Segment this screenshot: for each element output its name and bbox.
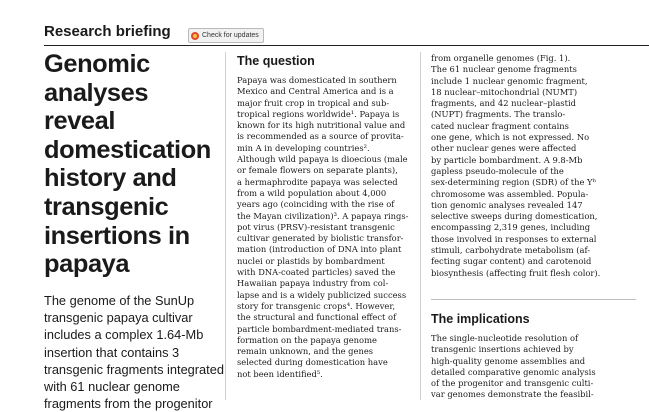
- crossmark-icon: [191, 32, 199, 40]
- question-heading: The question: [237, 54, 315, 68]
- question-line: a hermaphrodite papaya was selected: [237, 176, 398, 187]
- question-line: the structural and functional effect of: [237, 312, 397, 323]
- finding-line: tion genomic analyses revealed 147: [431, 199, 583, 210]
- finding-line: from organelle genomes (Fig. 1).: [431, 53, 571, 63]
- finding-line: chromosome was assembled. Popula-: [431, 188, 589, 199]
- finding-line: gapless pseudo-molecule of the: [431, 165, 564, 176]
- implications-line: The single-nucleotide resolution of: [431, 333, 579, 343]
- finding-line: cated nuclear fragment contains: [431, 120, 569, 131]
- question-line: major fruit crop in tropical and sub-: [237, 97, 390, 108]
- finding-line: stimuli, carbohydrate metabolism (af-: [431, 245, 591, 256]
- check-for-updates-label: Check for updates: [202, 32, 259, 39]
- question-line: remain unknown, and the genes: [237, 346, 374, 357]
- column-divider: [420, 52, 421, 400]
- finding-line: those involved in responses to external: [431, 233, 597, 244]
- implications-line: detailed comparative genomic analysis: [431, 366, 596, 377]
- question-line: Although wild papaya is dioecious (male: [237, 154, 408, 165]
- question-line: from a wild population about 4,000: [237, 187, 387, 198]
- finding-line: biosynthesis (affecting fruit flesh color).: [431, 267, 601, 278]
- finding-line: encompassing 2,319 genes, including: [431, 222, 591, 233]
- implications-section: [431, 312, 611, 401]
- question-line: particle bombardment-mediated trans-: [237, 323, 402, 334]
- finding-section: [431, 53, 611, 279]
- check-for-updates-button[interactable]: [188, 28, 264, 43]
- column-divider: [225, 52, 226, 400]
- finding-line: fragments, and 42 nuclear–plastid: [431, 98, 576, 109]
- implications-heading: The implications: [431, 312, 530, 326]
- article-standfirst: The genome of the SunUp transgenic papaya cultivar includes a complex 1.64-Mb insertion that contains 3 transgenic fragments integrated with 61 nuclear genome fragments from the progenitor: [44, 293, 224, 412]
- question-line: the Mayan civilization)³. A papaya rings-: [237, 210, 409, 221]
- question-line: formation on the papaya genome: [237, 334, 377, 345]
- header-rule: [44, 45, 649, 46]
- finding-line: include 1 nuclear genomic fragment,: [431, 75, 588, 86]
- finding-line: (NUPT) fragments. The translo-: [431, 109, 566, 120]
- finding-line: fecting sugar content) and carotenoid: [431, 256, 592, 267]
- article-headline: Genomic analyses reveal domestication history and transgenic insertions in papaya: [44, 50, 211, 279]
- implications-line: var genomes demonstrate the feasibil-: [431, 389, 594, 400]
- question-section: [237, 54, 417, 380]
- implications-line: high-quality genome assemblies and: [431, 355, 586, 366]
- question-line: Papaya was domesticated in southern: [237, 75, 397, 85]
- question-line: years ago (coinciding with the rise of: [237, 199, 395, 210]
- question-line: cultivar generated by biolistic transfor-: [237, 233, 404, 244]
- briefing-header: [44, 23, 649, 45]
- question-line: min A in developing countries².: [237, 142, 370, 153]
- question-line: nuclei or plastids by bombardment: [237, 255, 385, 266]
- question-line: lapse and is a widely publicized success: [237, 289, 407, 300]
- question-line: or female flowers on separate plants),: [237, 165, 398, 176]
- finding-body: [431, 53, 611, 279]
- question-line: tropical regions worldwide¹. Papaya is: [237, 108, 400, 119]
- question-line: pot virus (PRSV)-resistant transgenic: [237, 221, 395, 232]
- question-line: not been identified⁵.: [237, 368, 323, 379]
- question-line: is recommended as a source of provita-: [237, 131, 404, 142]
- implications-line: of the progenitor and transgenic culti-: [431, 378, 594, 389]
- question-line: Mexico and Central America and is a: [237, 86, 394, 97]
- question-line: with DNA-coated particles) saved the: [237, 267, 396, 278]
- finding-line: one gene, which is not expressed. No: [431, 132, 590, 143]
- question-line: selected during domestication have: [237, 357, 388, 368]
- finding-line: sex-determining region (SDR) of the Yʰ: [431, 177, 597, 188]
- finding-line: The 61 nuclear genome fragments: [431, 64, 577, 75]
- question-line: story for transgenic crops⁴. However,: [237, 300, 396, 311]
- section-kicker: Research briefing: [44, 23, 171, 40]
- question-line: known for its high nutritional value and: [237, 120, 406, 131]
- implications-line: transgenic insertions achieved by: [431, 344, 574, 355]
- finding-line: by particle bombardment. A 9.8-Mb: [431, 154, 583, 165]
- question-body: [237, 75, 417, 380]
- question-line: mation (introduction of DNA into plant: [237, 244, 402, 255]
- implications-body: [431, 333, 611, 401]
- finding-line: other nuclear genes were affected: [431, 143, 577, 154]
- finding-line: 18 nuclear–mitochondrial (NUMT): [431, 86, 578, 97]
- section-separator: [431, 299, 636, 300]
- question-line: Hawaiian papaya industry from col-: [237, 278, 389, 289]
- finding-line: selective sweeps during domestication,: [431, 211, 598, 222]
